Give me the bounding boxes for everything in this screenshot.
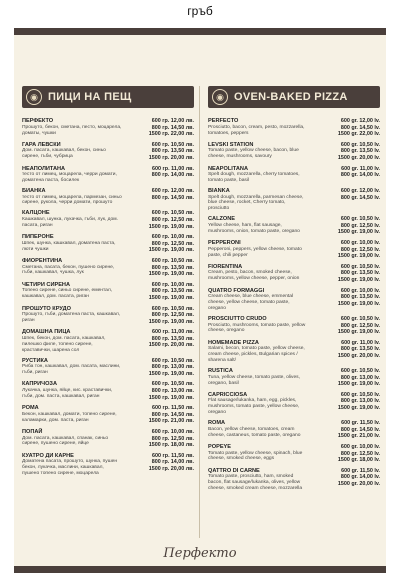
menu-item-description: Prosciutto, mushrooms, tomato paste, yellow cheese, oregano — [208, 322, 306, 334]
menu-item-description: Лукачка, шунка, яйце, кис. краставички, гъби, дом. паста, кашкавал, риган — [22, 387, 113, 399]
bulgarian-menu-column — [22, 86, 194, 481]
menu-item-info — [22, 429, 122, 447]
menu-item-description: Cream, pesto, bacon, smoked cheese, mushrooms, yellow cheese, pepper, onion — [208, 270, 300, 282]
menu-sheet — [14, 28, 386, 573]
menu-item-info — [22, 142, 122, 160]
menu-item-description: Yellow cheese, ham, flat sausage, mushrooms, onion, tomato paste, oregano — [208, 222, 300, 234]
menu-item-name: QATTRO DI CARNE — [208, 467, 260, 474]
menu-item — [208, 188, 380, 212]
menu-item-info — [208, 288, 308, 312]
menu-item-price: 800 gr. 14,50 lv. — [340, 124, 380, 131]
menu-item-price: 800 гр. 14,50 лв. — [151, 124, 194, 131]
menu-item-description: Прошуто, бекон, сметана, песто, моцарела, доматы, чушки — [22, 124, 122, 136]
menu-item — [22, 282, 194, 302]
menu-item-info — [22, 358, 122, 376]
menu-item-name: ПРОШУТО КРУДО — [22, 305, 71, 312]
menu-item-name: PERFECTO — [208, 118, 239, 124]
menu-item — [22, 453, 194, 477]
menu-item-description: тесто от лимец, моцарела, пармезан, синьо сирене, рукола, черри домати, прошуто — [22, 194, 122, 206]
menu-item-description: Шпек, бекон, дом. пасата, кашкавал, пилешко филе, топено сирене, краставички, шарена сол — [22, 335, 106, 353]
menu-item-name: ЧЕТИРИ СИРЕНА — [22, 281, 71, 288]
menu-item — [22, 405, 194, 425]
menu-item-description: Дом. пасата, кашкавал, бекон, синьо сирене, гъби, чубрица — [22, 148, 106, 160]
menu-item-name: CAPRICCIOSA — [208, 391, 248, 398]
menu-item-description: Доматена пасата, прошуто, шунка, пушен бекон, лукачка, маслини, кашкавал, пушено топено сирене, моцарела — [22, 459, 118, 477]
menu-item-description: Prosciutto, bacon, cream, pesto, mozzarella, tomatoes, peppers — [208, 124, 305, 136]
menu-item-prices — [124, 166, 194, 179]
menu-item-prices — [310, 166, 380, 179]
menu-item-info — [208, 216, 308, 234]
menu-item-price: 600 gr. 11,50 lv. — [341, 467, 380, 474]
menu-item-price: 800 гр. 13,50 лв. — [151, 264, 194, 271]
menu-item-price: 600 gr. 10,50 lv. — [340, 263, 380, 270]
menu-item-price: 1500 гр. 19,00 лв. — [148, 370, 194, 377]
menu-item-price: 800 gr. 14,00 lv. — [340, 172, 380, 179]
menu-item — [208, 444, 380, 464]
menu-item — [208, 166, 380, 184]
menu-item-price: 800 gr. 14,50 lv. — [340, 194, 380, 201]
menu-item-prices — [124, 358, 194, 378]
menu-item-price: 1500 gr. 19,00 lv. — [337, 277, 380, 284]
menu-item-name: POPEYE — [208, 443, 232, 450]
menu-item-name: QUATRO FORMAGGI — [208, 287, 265, 294]
pizza-icon: ◉ — [212, 89, 228, 105]
menu-item-price: 600 гр. 11,50 лв. — [152, 405, 194, 412]
menu-item-price: 600 gr. 12,00 lv. — [340, 187, 380, 194]
menu-item-prices — [124, 282, 194, 302]
pizza-icon: ◉ — [26, 89, 42, 105]
menu-item-description: Tomato paste, prosciutto, ham, smoked bacon, flat sausage/lukanka, olives, yellow cheese, smoked cream cheese, mozzarella — [208, 474, 303, 492]
menu-item — [208, 142, 380, 162]
menu-item-description: Tuna, yellow cheese, tomato paste, olives, oregano, basil — [208, 374, 300, 386]
menu-item-prices — [124, 381, 194, 401]
menu-item-info — [22, 381, 122, 399]
menu-item-price: 1500 гр. 19,00 лв. — [148, 223, 194, 230]
menu-item-price: 1500 гр. 19,00 лв. — [148, 247, 194, 254]
menu-item-price: 800 gr. 13,50 lv. — [340, 270, 380, 277]
menu-item-name: CALZONE — [208, 216, 236, 223]
menu-item-price: 800 gr. 13,00 lv. — [340, 374, 380, 381]
menu-item — [22, 234, 194, 254]
menu-item-price: 800 gr. 13,00 lv. — [340, 398, 380, 405]
menu-item — [208, 392, 380, 416]
menu-item — [208, 468, 380, 492]
menu-item-info — [22, 282, 122, 300]
brand-signature: Перфекто — [163, 546, 237, 561]
menu-item-prices — [310, 420, 380, 440]
menu-item-name: КУАТРО ДИ КАРНЕ — [22, 452, 74, 459]
menu-item-price: 800 гр. 12,50 лв. — [151, 312, 194, 319]
menu-item-info — [22, 118, 122, 136]
menu-item-price: 1500 gr. 19,00 lv. — [337, 229, 380, 236]
menu-item-description: Риба тон, кашкавал, дом. пасата, маслини, гъби, риган — [22, 364, 121, 376]
english-menu-column — [208, 86, 380, 496]
menu-item — [22, 188, 194, 206]
menu-item — [208, 420, 380, 440]
menu-item-price: 800 гр. 12,50 лв. — [151, 240, 194, 247]
menu-item-price: 800 gr. 12,50 lv. — [340, 246, 380, 253]
menu-item-prices — [310, 216, 380, 236]
english-item-list — [208, 118, 380, 492]
menu-item-info — [208, 340, 308, 364]
menu-item-prices — [124, 118, 194, 138]
top-strip — [0, 0, 400, 28]
menu-item-price: 600 гр. 10,50 лв. — [151, 257, 194, 264]
menu-item-prices — [310, 316, 380, 336]
menu-item-price: 800 гр. 12,50 лв. — [151, 216, 194, 223]
menu-item-info — [208, 166, 308, 184]
menu-item-description: тесто от лимец, моцарела, черри домати, доматена паста, босилек — [22, 172, 117, 184]
menu-item-price: 1500 гр. 22,00 лв. — [148, 131, 194, 138]
menu-item-prices — [124, 234, 194, 254]
menu-item-prices — [124, 142, 194, 162]
menu-item-price: 600 гр. 10,50 лв. — [151, 357, 194, 364]
menu-item-description: Бекон, кашкавал, домати, топено сирене, каламарки, дом. паста, риган — [22, 411, 117, 423]
menu-item-name: ДОМАШНА ПИЦА — [22, 329, 71, 336]
menu-item-price: 1500 gr. 19,00 lv. — [337, 253, 380, 260]
menu-item-price: 600 гр. 10,50 лв. — [151, 141, 194, 148]
menu-item-price: 600 gr. 10,50 lv. — [340, 315, 380, 322]
section-heading-text: OVEN-BAKED PIZZA — [234, 91, 348, 103]
menu-item-info — [208, 420, 308, 438]
menu-item-prices — [310, 240, 380, 260]
menu-item-price: 1500 gr. 20,00 lv. — [337, 352, 380, 359]
menu-item — [208, 240, 380, 260]
menu-item-price: 800 гр. 12,50 лв. — [151, 435, 194, 442]
menu-item — [208, 288, 380, 312]
menu-item-price: 1500 гр. 19,00 лв. — [148, 394, 194, 401]
menu-item-description: Salami, becon, tomato paste, yellow cheese, cream cheese, pickles, Bulgarian spices / sharena salt/ — [208, 346, 305, 364]
menu-item-price: 600 gr. 10,50 lv. — [340, 141, 380, 148]
menu-item-prices — [124, 258, 194, 278]
menu-item-description: Сметана, пасата, бекон, пушено сирене, гъби, кашкавал, чушка, лук — [22, 264, 115, 276]
menu-item-prices — [124, 210, 194, 230]
menu-item-info — [208, 142, 308, 160]
menu-item-price: 800 гр. 14,50 лв. — [151, 411, 194, 418]
menu-item-name: PEPPERONI — [208, 240, 241, 247]
menu-item-price: 600 gr. 10,50 lv. — [340, 391, 380, 398]
menu-item-info — [208, 468, 308, 492]
menu-item-price: 600 gr. 10,00 lv. — [340, 287, 380, 294]
menu-item-price: 600 gr. 10,00 lv. — [340, 443, 380, 450]
menu-item-price: 1500 гр. 21,00 лв. — [148, 418, 194, 425]
menu-item-name: ГАРА ЛЕВСКИ — [22, 141, 61, 148]
menu-item-price: 600 гр. 12,00 лв. — [151, 187, 194, 194]
menu-item-price: 800 gr. 12,50 lv. — [340, 450, 380, 457]
menu-item-price: 600 гр. 10,50 лв. — [151, 305, 194, 312]
menu-item-price: 800 gr. 14,50 lv. — [340, 426, 380, 433]
menu-item-description: Spelt dough, mozzarella, cherry tomatoes, tomato paste, basil — [208, 172, 300, 184]
menu-item-info — [22, 453, 122, 477]
menu-item-description: Tomato paste, yellow cheese, spinach, blue cheese, smoked cheese, eggs — [208, 450, 303, 462]
menu-item-prices — [310, 340, 380, 360]
menu-item-price: 800 gr. 14,00 lv. — [340, 474, 380, 481]
menu-item-info — [208, 264, 308, 282]
column-divider — [199, 86, 200, 538]
menu-item — [22, 258, 194, 278]
menu-item — [22, 118, 194, 138]
menu-item-name: КАЛЦОНЕ — [22, 210, 50, 217]
menu-item-price: 800 гр. 13,00 лв. — [151, 364, 194, 371]
menu-item-price: 1500 gr. 20,00 lv. — [337, 154, 380, 161]
menu-item-info — [22, 258, 122, 276]
menu-item-name: БИАНКА — [22, 187, 46, 194]
menu-item-info — [22, 188, 122, 206]
menu-item-info — [208, 444, 308, 462]
menu-item-price: 600 гр. 10,00 лв. — [151, 234, 194, 241]
menu-item-info — [22, 210, 122, 228]
menu-item-price: 800 gr. 12,50 lv. — [340, 322, 380, 329]
menu-item-price: 800 гр. 14,50 лв. — [151, 194, 194, 201]
menu-item-price: 1500 gr. 19,00 lv. — [337, 405, 380, 411]
menu-item-price: 800 gr. 13,50 lv. — [340, 346, 380, 353]
menu-item-info — [208, 118, 308, 136]
menu-item-price: 800 гр. 14,00 лв. — [151, 459, 194, 466]
menu-item-price: 1500 gr. 18,00 lv. — [337, 457, 380, 464]
menu-item-description: Pepperoni, peppers, yellow cheese, tomato paste, chili pepper — [208, 246, 302, 258]
menu-item-description: Дом. пасата, кашкавал, спанак, синьо сирене, пушено сирене, яйце — [22, 435, 109, 447]
menu-item-price: 1500 gr. 22,00 lv. — [337, 131, 380, 138]
menu-item-name: ФИОРЕНТИНА — [22, 257, 63, 264]
menu-item-name: ROMA — [208, 420, 226, 427]
menu-item-prices — [310, 188, 380, 201]
menu-item-price: 600 gr. 12,00 lv. — [340, 118, 380, 124]
menu-item-description: Flat sausage/lukanka, ham, egg, pickles, mushrooms, tomato paste, yellow cheese, oregano — [208, 398, 300, 416]
menu-item-price: 1500 гр. 19,00 лв. — [148, 318, 194, 325]
menu-item-description: Tomato paste, yellow cheese, bacon, blue cheese, mushrooms, savoury — [208, 148, 299, 160]
menu-item-name: ПЕРФЕКТО — [22, 118, 54, 124]
menu-item-price: 600 гр. 11,00 лв. — [152, 165, 194, 172]
menu-item-price: 1500 гр. 20,00 лв. — [148, 342, 194, 349]
menu-item-price: 800 гр. 14,00 лв. — [151, 172, 194, 179]
menu-item — [22, 429, 194, 449]
menu-item — [208, 118, 380, 138]
menu-item-name: HOMEMADE PIZZA — [208, 339, 259, 346]
menu-item-name: РУСТИКА — [22, 357, 48, 364]
menu-item-prices — [124, 453, 194, 473]
bulgarian-section-heading — [22, 86, 194, 108]
menu-item-price: 800 гр. 13,00 лв. — [151, 387, 194, 394]
menu-item-name: NEAPOLITANA — [208, 165, 248, 172]
menu-item-prices — [310, 142, 380, 162]
menu-item-prices — [310, 368, 380, 388]
menu-item-price: 600 гр. 10,50 лв. — [151, 381, 194, 388]
menu-item-info — [22, 306, 122, 324]
bottom-band — [14, 566, 386, 573]
menu-item-price: 800 гр. 13,50 лв. — [151, 335, 194, 342]
menu-item — [22, 358, 194, 378]
menu-item-price: 600 gr. 10,50 lv. — [340, 216, 380, 223]
menu-item-prices — [124, 329, 194, 349]
menu-item-info — [208, 188, 308, 212]
menu-item-prices — [124, 188, 194, 201]
menu-item-prices — [124, 306, 194, 326]
menu-item-price: 600 gr. 11,00 lv. — [341, 165, 380, 172]
menu-item-price: 1500 гр. 20,00 лв. — [148, 465, 194, 472]
menu-item — [208, 316, 380, 336]
menu-item-name: BIANKA — [208, 187, 230, 194]
menu-item-name: PROSCIUTTO CRUDO — [208, 315, 267, 322]
menu-item-price: 1500 гр. 19,00 лв. — [148, 271, 194, 278]
menu-item — [208, 368, 380, 388]
menu-item — [22, 381, 194, 401]
menu-item-info — [208, 316, 308, 334]
menu-item-name: КАПРИЧОЗА — [22, 381, 57, 388]
menu-item-price: 600 gr. 10,00 lv. — [340, 240, 380, 247]
menu-item-prices — [310, 444, 380, 464]
menu-item-price: 1500 gr. 19,00 lv. — [337, 300, 380, 307]
menu-item-prices — [124, 429, 194, 449]
menu-item-prices — [310, 288, 380, 308]
menu-item-name: ПИПЕРОНЕ — [22, 234, 54, 241]
english-section-heading — [208, 86, 380, 108]
menu-item-price: 600 гр. 10,00 лв. — [151, 281, 194, 288]
menu-item-description: Топено сирене, синьо сирене, ементал, кашкавал, дом. пасата, риган — [22, 288, 113, 300]
menu-item-prices — [310, 468, 380, 488]
menu-item-description: Кашкавал, шунка, лукачка, гъби, лук, дом. пасата, риган — [22, 216, 118, 228]
menu-item-price: 1500 гр. 20,00 лв. — [148, 154, 194, 161]
menu-item-info — [208, 240, 308, 258]
menu-item — [208, 264, 380, 284]
menu-item-info — [22, 329, 122, 353]
menu-item-prices — [310, 264, 380, 284]
menu-item-price: 800 gr. 13,50 lv. — [340, 148, 380, 155]
menu-item-name: РОМА — [22, 405, 39, 412]
menu-item-prices — [310, 118, 380, 138]
menu-item — [22, 166, 194, 184]
menu-item — [208, 340, 380, 364]
menu-item-price: 1500 гр. 19,00 лв. — [148, 294, 194, 301]
menu-item-description: Bacon, yellow cheese, tomatoes, cream cheese, castaneus, tomato paste, oregano — [208, 426, 301, 438]
top-band — [14, 28, 386, 35]
menu-item-price: 600 гр. 10,50 лв. — [151, 210, 194, 217]
menu-item — [208, 216, 380, 236]
menu-item-name: LEVSKI STATION — [208, 141, 254, 148]
menu-item-price: 600 гр. 12,00 лв. — [151, 118, 194, 124]
menu-item-info — [22, 405, 122, 423]
menu-item-info — [208, 368, 308, 386]
menu-item-name: FIORENTINA — [208, 263, 243, 270]
menu-item-price: 600 gr. 11,50 lv. — [341, 420, 380, 427]
menu-item-description: Spelt dough, mozzarella, parmesan cheese, blue cheese, rocket, Cherry tomato, prosciutto — [208, 194, 304, 212]
menu-item-info — [208, 392, 308, 416]
menu-item — [22, 210, 194, 230]
menu-item-price: 1500 gr. 19,00 lv. — [337, 381, 380, 388]
menu-item-price: 800 гр. 13,50 лв. — [151, 288, 194, 295]
menu-item — [22, 142, 194, 162]
menu-item-price: 600 gr. 11,00 lv. — [341, 339, 380, 346]
page-title: гръб — [187, 4, 213, 18]
menu-item — [22, 329, 194, 353]
menu-item-price: 1500 гр. 18,00 лв. — [148, 442, 194, 449]
menu-item-name: RUSTICA — [208, 368, 233, 375]
menu-item-description: Шпек, шунка, кашкавал, доматена паста, люти чушки — [22, 240, 116, 252]
menu-item-price: 800 gr. 12,50 lv. — [340, 222, 380, 229]
menu-item-name: ПОПАЙ — [22, 428, 43, 435]
menu-item-price: 600 gr. 10,50 lv. — [340, 368, 380, 375]
menu-item — [22, 306, 194, 326]
menu-item-price: 800 гр. 13,50 лв. — [151, 148, 194, 155]
menu-item-info — [22, 166, 122, 184]
bulgarian-item-list — [22, 118, 194, 477]
menu-item-price: 600 гр. 11,00 лв. — [152, 329, 194, 336]
menu-item-prices — [124, 405, 194, 425]
menu-item-description: Cream cheese, blue cheese, emmental cheese, yellow cheese, tomato paste, oregano — [208, 294, 294, 312]
menu-item-name: НЕАПОЛИТАНА — [22, 165, 66, 172]
menu-item-description: Прошуто, гъби, доматена паста, кашкавал, риган — [22, 312, 121, 323]
menu-item-info — [22, 234, 122, 252]
menu-item-price: 1500 gr. 21,00 lv. — [337, 433, 380, 440]
menu-item-price: 1500 gr. 20,00 lv. — [337, 480, 380, 487]
menu-item-price: 800 gr. 13,50 lv. — [340, 294, 380, 301]
menu-item-price: 600 гр. 11,50 лв. — [152, 452, 194, 459]
menu-item-prices — [310, 392, 380, 412]
menu-item-price: 1500 gr. 19,00 lv. — [337, 329, 380, 336]
section-heading-text: ПИЦИ НА ПЕЩ — [48, 91, 132, 103]
menu-item-price: 600 гр. 10,00 лв. — [151, 428, 194, 435]
